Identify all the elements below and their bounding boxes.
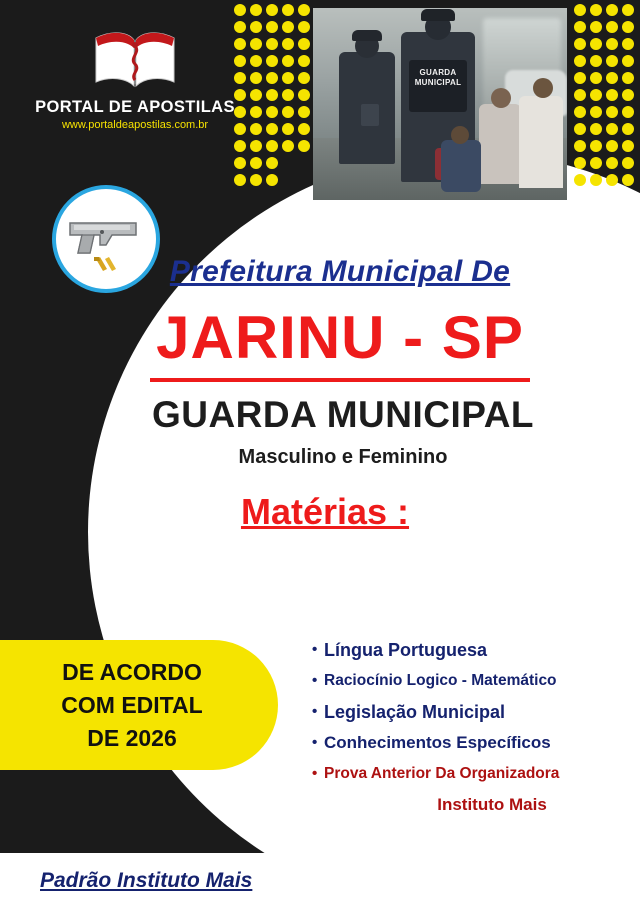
photo-officer-1-patch xyxy=(361,104,379,126)
badge-line-3: DE 2026 xyxy=(87,724,177,751)
yellow-dot-pattern-left xyxy=(232,0,310,200)
dot xyxy=(266,123,278,135)
list-item xyxy=(312,764,632,784)
dot xyxy=(266,4,278,16)
dot xyxy=(574,157,586,169)
dot xyxy=(590,89,602,101)
dot xyxy=(298,38,310,50)
list-item xyxy=(312,733,632,753)
page-subtitle-gender: Masculino e Feminino xyxy=(238,446,448,468)
dot xyxy=(282,106,294,118)
bullet-icon: • xyxy=(312,672,318,689)
page-title-city: JARINU - SP xyxy=(156,304,524,371)
dot xyxy=(250,106,262,118)
dot xyxy=(250,140,262,152)
badge-line-1: DE ACORDO xyxy=(62,658,202,685)
dot xyxy=(606,72,618,84)
dot xyxy=(282,38,294,50)
dot xyxy=(574,89,586,101)
dot xyxy=(574,106,586,118)
dot xyxy=(266,140,278,152)
dot xyxy=(574,38,586,50)
photo-officer-1-cap xyxy=(352,30,382,41)
dot xyxy=(622,72,634,84)
red-divider xyxy=(150,378,530,382)
status-badge xyxy=(0,640,278,770)
dot xyxy=(282,21,294,33)
dot xyxy=(234,4,246,16)
photo-pedestrian-2 xyxy=(519,96,563,188)
dot xyxy=(606,157,618,169)
dot xyxy=(622,174,634,186)
dot xyxy=(250,123,262,135)
list-item-label: Língua Portuguesa xyxy=(324,640,488,660)
dot xyxy=(574,55,586,67)
status-badge-text xyxy=(61,656,216,755)
brand-logo-block xyxy=(30,24,240,131)
dot xyxy=(298,21,310,33)
dot xyxy=(590,21,602,33)
page-title-prefeitura: Prefeitura Municipal De xyxy=(169,255,511,288)
dot xyxy=(622,21,634,33)
dot xyxy=(282,140,294,152)
dot xyxy=(266,55,278,67)
dot xyxy=(266,89,278,101)
bullet-icon: • xyxy=(312,765,318,782)
yellow-dot-pattern-right xyxy=(570,0,640,200)
dot xyxy=(250,38,262,50)
photo-pedestrian-1-head xyxy=(491,88,511,108)
dot xyxy=(282,72,294,84)
headline-block xyxy=(0,255,640,533)
photo-officer-2-cap xyxy=(421,9,455,21)
vest-text-line1: GUARDA xyxy=(419,68,457,77)
dot xyxy=(574,174,586,186)
vest-text-line2: MUNICIPAL xyxy=(414,78,462,87)
dot xyxy=(590,157,602,169)
dot xyxy=(590,38,602,50)
subjects-list xyxy=(312,640,632,815)
dot xyxy=(298,140,310,152)
dot xyxy=(282,89,294,101)
dot xyxy=(266,38,278,50)
dot xyxy=(606,123,618,135)
dot xyxy=(266,72,278,84)
dot xyxy=(622,157,634,169)
dot xyxy=(606,174,618,186)
dot xyxy=(622,55,634,67)
dot xyxy=(298,106,310,118)
municipal-guard-officers-photo xyxy=(313,8,567,200)
dot xyxy=(606,106,618,118)
dot xyxy=(298,4,310,16)
list-item xyxy=(312,702,632,722)
dot xyxy=(606,38,618,50)
list-item xyxy=(312,640,632,660)
list-item xyxy=(312,671,632,691)
dot xyxy=(250,55,262,67)
vest-text xyxy=(411,68,465,88)
photo-pedestrian-2-head xyxy=(533,78,553,98)
list-item-label: Conhecimentos Específicos xyxy=(324,733,551,752)
dot xyxy=(298,55,310,67)
dot xyxy=(266,157,278,169)
photo-child xyxy=(441,140,481,192)
dot xyxy=(574,4,586,16)
footer-standard-label: Padrão Instituto Mais xyxy=(40,869,253,892)
dot xyxy=(590,55,602,67)
dot xyxy=(282,123,294,135)
list-item-label: Legislação Municipal xyxy=(324,702,506,722)
list-item-sublabel: Instituto Mais xyxy=(437,795,547,814)
bullet-icon: • xyxy=(312,734,318,751)
dot xyxy=(622,89,634,101)
dot xyxy=(590,4,602,16)
dot xyxy=(250,89,262,101)
dot xyxy=(250,21,262,33)
bullet-icon: • xyxy=(312,703,318,720)
dot xyxy=(574,140,586,152)
page-title-role: GUARDA MUNICIPAL xyxy=(151,394,535,435)
brand-name: PORTAL DE APOSTILAS xyxy=(35,98,235,116)
list-item-label: Prova Anterior Da Organizadora xyxy=(324,765,560,782)
dot xyxy=(298,123,310,135)
subjects-heading: Matérias : xyxy=(240,491,410,532)
list-item-label: Raciocínio Logico - Matemático xyxy=(324,672,557,689)
dot xyxy=(250,4,262,16)
photo-pedestrian-1 xyxy=(479,104,521,184)
dot xyxy=(590,72,602,84)
dot xyxy=(606,4,618,16)
dot xyxy=(574,21,586,33)
dot xyxy=(266,21,278,33)
dot xyxy=(622,38,634,50)
bullet-icon: • xyxy=(312,641,318,658)
dot xyxy=(250,174,262,186)
dot xyxy=(574,72,586,84)
dot xyxy=(234,157,246,169)
brand-url: www.portaldeapostilas.com.br xyxy=(61,119,209,131)
dot xyxy=(282,4,294,16)
dot xyxy=(606,21,618,33)
dot xyxy=(234,174,246,186)
dot xyxy=(266,106,278,118)
dot xyxy=(282,55,294,67)
badge-line-2: COM EDITAL xyxy=(61,691,203,718)
dot xyxy=(250,72,262,84)
dot xyxy=(298,72,310,84)
dot xyxy=(622,140,634,152)
dot xyxy=(590,140,602,152)
photo-child-head xyxy=(451,126,469,144)
dot xyxy=(590,174,602,186)
dot xyxy=(622,4,634,16)
dot xyxy=(250,157,262,169)
dot xyxy=(234,140,246,152)
dot xyxy=(590,106,602,118)
dot xyxy=(574,123,586,135)
dot xyxy=(622,106,634,118)
dot xyxy=(606,55,618,67)
dot xyxy=(298,89,310,101)
dot xyxy=(266,174,278,186)
dot xyxy=(622,123,634,135)
dot xyxy=(590,123,602,135)
open-book-with-snake-icon xyxy=(92,24,178,94)
dot xyxy=(606,140,618,152)
dot xyxy=(606,89,618,101)
